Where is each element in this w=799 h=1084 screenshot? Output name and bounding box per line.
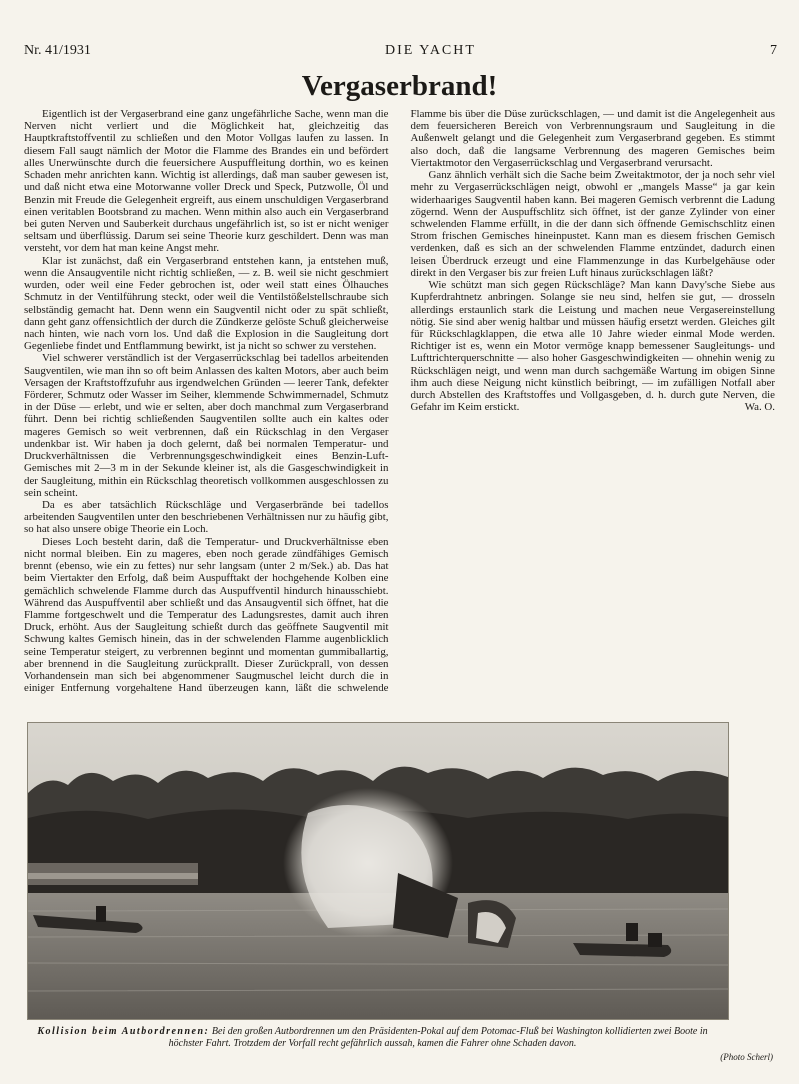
article-paragraph: Dieses Loch besteht darin, daß die Temperatur- und Druckverhältnisse eben nicht normal bleiben. Ein zu mageres, eben noch gerade zündfähiges Gemisch brennt (ebenso, wie ein zu fettes) nur sehr langsam (unter 2 m/Sek.) ab. Das hat beim Viertakter den Erfolg, daß beim Auspufftakt der hochgehende Kolben eine gemächlich schwelende Flamme durch das Auspuffventil hindurch hinausschiebt. Während das Auspuffventil aber schließt und das Ansaugventil sich öffnet, hat die Flamme fortgeschwelt und die Temperatur des Ladungsrestes, damit auch ihren Druck, erhöht. Aus der Saugleitung schießt durch das geöffnete Saugventil mit Schwung kaltes Gemisch hinein, das in der schwelenden Flamme augenblicklich seine Temperatur steigert, zu verbrennen beginnt und momentan gummiballartig, aber brennend in die Saugleitung zurückprallt. Dieser Zurückprall, von dessen Vorhandensein man sich bei abgenommener Saugmuschel leicht durch die in einiger Entfernung vorgehaltene Hand überzeugen kann, läßt die schwelende Flamme bis über die Düse zurückschlagen, — und damit ist die Angelegenheit aus dem feuersicheren Bereich von Verbrennungsraum und Saugleitung in die Außenwelt gelangt und die Gelegenheit zum Vergaserbrand gegeben. Es stimmt also doch, daß die langsame Verbrennung des mageren Gemisches beim Viertaktmotor den Vergaserrückschlag und Vergaserbrand verursacht. <box>24 108 775 695</box>
article-paragraph: Ganz ähnlich verhält sich die Sache beim Zweitaktmotor, der ja noch sehr viel mehr zu Vergaserrückschlägen neigt, obwohl er „mangels Masse“ ja gar kein widerhaariges Saugventil haben kann. Bei mageren Gemisch verbrennt die Ladung zögernd. Wenn der Auspuffschlitz sich öffnet, ist der ganze Zylinder von einer schwelenden Flamme erfüllt, in die der dann sich öffnende Gemischschlitz einen Strom frischen Gemisches hineinpustet. Kann man es diesem frischen Gemisch verdenken, daß es sich an der schwelenden Flamme entzündet, dadurch einen leisen Überdruck erzeugt und eine Flammenzunge in das Kurbelgehäuse oder direkt in den Vergaser bis zur freien Luft hinaus zurückschlagen läßt? <box>410 169 775 279</box>
page-header <box>24 40 777 62</box>
article-paragraph-text: Wie schützt man sich gegen Rückschläge? Man kann Davy'sche Siebe aus Kupferdrahtnetz anbringen. Solange sie neu sind, helfen sie gut, — drosseln allerdings erstaunlich stark die Leistung und machen neue Vergasereinstellung nötig. Sie sind aber wenig haltbar und müssen häufig ersetzt werden. Gleiches gilt für Rückschlagklappen, die etwa alle 10 Jahre wieder einmal Mode werden. Richtiger ist es, wenn ein Motor vermöge knapp bemessener Saugleitungs- und Lufttrichterquerschnitte — also hoher Gasgeschwindigkeiten — ohnehin wenig zu Rückschlägen neigt, und wenn man durch sachgemäße Wartung im obigen Sinne ihm auch diese Neigung nicht künstlich beibringt, — im zufälligen Notfall aber durch Abstellen des Kraftstoffes und Vollgasgeben, d. h. durch gute Nerven, die Gefahr im Keim erstickt. <box>410 279 775 414</box>
issue-number: Nr. 41/1931 <box>24 43 91 58</box>
article-paragraph: Da es aber tatsächlich Rückschläge und Vergaserbrände bei tadellos arbeitenden Saugventilen unter den beschriebenen Verhältnissen nur zu häufig gibt, so hat also unsere obige Theorie ein Loch. <box>24 499 389 536</box>
boat-collision-photo <box>27 722 729 1020</box>
author-signature: Wa. O. <box>744 401 775 414</box>
photo-illustration <box>28 723 728 1019</box>
caption-text: Bei den großen Autbordrennen um den Präsidenten-Pokal auf dem Potomac-Fluß bei Washington kollidierten zwei Boote in höchster Fahrt. Trotzdem der Vorfall recht gefährlich aussah, kamen die Fahrer ohne Schaden davon. <box>168 1026 708 1049</box>
article-paragraph: Viel schwerer verständlich ist der Vergaserrückschlag bei tadellos arbeitenden Saugventilen, wie man ihn so oft beim Anlassen des kalten Motors, aber auch beim Versagen der Kraftstoffzufuhr aus irgendwelchen Gründen — leerer Tank, defekter Förderer, Schmutz oder Wasser im Seiher, klemmende Schwimmernadel, Schmutz in der Düse — erlebt, und wie er selten, aber doch manchmal zum Vergaserbrand führt. Denn bei richtig schließenden Saugventilen sollte auch ein kaltes oder mageres Gemisch so weit verbrennen, daß ein Rückschlag in den Vergaser undenkbar ist. Wir haben ja doch gelernt, daß bei normalen Temperatur- und Druckverhältnissen die Verbrennungsgeschwindigkeit eines Benzin-Luft-Gemisches mit 2—3 m in der Sekunde kleiner ist, als die Gasgeschwindigkeit in der Saugleitung, mithin ein Rückschlag theoretisch vollkommen ausgeschlossen zu sein scheint. <box>24 352 389 499</box>
article-paragraph-last <box>411 279 776 413</box>
photo-caption <box>36 1026 709 1050</box>
article-paragraph: Eigentlich ist der Vergaserbrand eine ganz ungefährliche Sache, wenn man die Nerven nicht verliert und die Möglichkeit hat, gleichzeitig das Hauptkraftstoffventil zu schließen und den Motor Vollgas laufen zu lassen. In diesem Fall saugt nämlich der Motor die Flamme des Brandes ein und befördert alles Unerwünschte durch die feuersichere Auspuffleitung dorthin, wo es keinen Schaden mehr anrichten kann. Wichtig ist allerdings, daß man sauber gewesen ist, und daß nicht etwa eine Motorwanne voller Dreck und Speck, Putzwolle, Öl und Benzin mit Freude die Gelegenheit ergreift, aus einem unschuldigen Vergaserbrand einen veritablen Bootsbrand zu machen. Wenn mithin also auch ein Vergaserbrand bei guten Nerven und Sauberkeit durchaus ungefährlich ist, so ist er nicht weniger seltsam und überflüssig. Darum sei seine Theorie kurz geschildert. Denn was man versteht, vor dem hat man keine Angst mehr. <box>24 108 389 255</box>
caption-lead: Kollision beim Autbordrennen: <box>37 1026 210 1037</box>
article-body <box>24 108 775 704</box>
photo-credit: (Photo Scherl) <box>720 1052 773 1062</box>
article-title: Vergaserbrand! <box>301 70 498 102</box>
page-number: 7 <box>770 43 777 58</box>
article-paragraph: Klar ist zunächst, daß ein Vergaserbrand entstehen kann, ja entstehen muß, wenn die Ansaugventile nicht richtig schließen, — z. B. weil sie nicht geschmiert wurden, oder weil eine Feder gebrochen ist, oder weil statt eines Ölhauches Schmutz in der Ventilführung steckt, oder weil die Ventilstößelstellschraube sich selbständig gemacht hat. Denn wenn ein Saugventil nicht oder zu spät schließt, dann geht ganz offensichtlich der durch die Zündkerze gelöste Schuß gleicherweise nach hinten, wie nach vorn los. Und daß die Explosion in die Saugleitung dort Gegenliebe findet und Entflammung bewirkt, ist ja nicht so schwer zu verstehen. <box>24 254 389 353</box>
magazine-name: DIE YACHT <box>384 43 476 58</box>
